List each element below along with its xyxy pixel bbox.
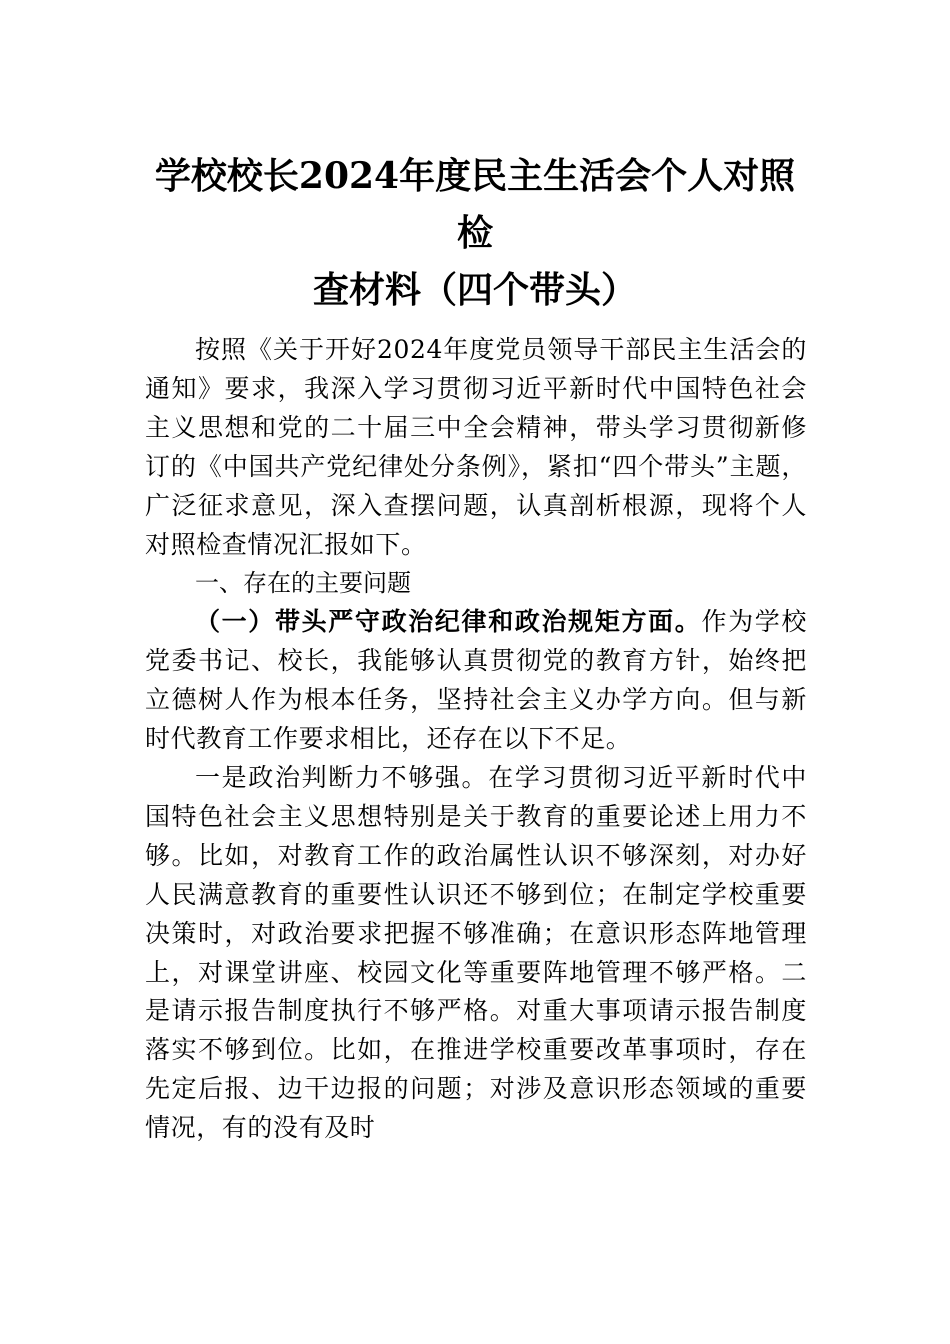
document-title xyxy=(140,148,810,319)
subsection-text-1: 作为学校党委书记、校长，我能够认真贯彻党的教育方针，始终把立德树人作为根本任务，坚持社会主义办学方向。但与新时代教育工作要求相比，还存在以下不足。 xyxy=(145,607,807,754)
intro-paragraph: 按照《关于开好2024年度党员领导干部民主生活会的通知》要求，我深入学习贯彻习近平新时代中国特色社会主义思想和党的二十届三中全会精神，带头学习贯彻新修订的《中国共产党纪律处分条例》，紧扣“四个带头”主题，广泛征求意见，深入查摆问题，认真剖析根源，现将个人对照检查情况汇报如下。 xyxy=(145,335,807,559)
section-heading-1: 一、存在的主要问题 xyxy=(195,569,411,598)
subsection-lead-1: （一）带头严守政治纪律和政治规矩方面。 xyxy=(195,607,702,637)
title-line-1: 学校校长2024年度民主生活会个人对照检 xyxy=(154,155,796,254)
title-line-2: 查材料（四个带头） xyxy=(312,269,637,311)
document-body xyxy=(145,331,807,1148)
body-paragraph-3: 一是政治判断力不够强。在学习贯彻习近平新时代中国特色社会主义思想特别是关于教育的重要论述上用力不够。比如，对教育工作的政治属性认识不够深刻，对办好人民满意教育的重要性认识还不够到位；在制定学校重要决策时，对政治要求把握不够准确；在意识形态阵地管理上，对课堂讲座、校园文化等重要阵地管理不够严格。二是请示报告制度执行不够严格。对重大事项请示报告制度落实不够到位。比如，在推进学校重要改革事项时，存在先定后报、边干边报的问题；对涉及意识形态领域的重要情况，有的没有及时 xyxy=(145,762,807,1143)
subsection-paragraph-1 xyxy=(145,603,807,759)
